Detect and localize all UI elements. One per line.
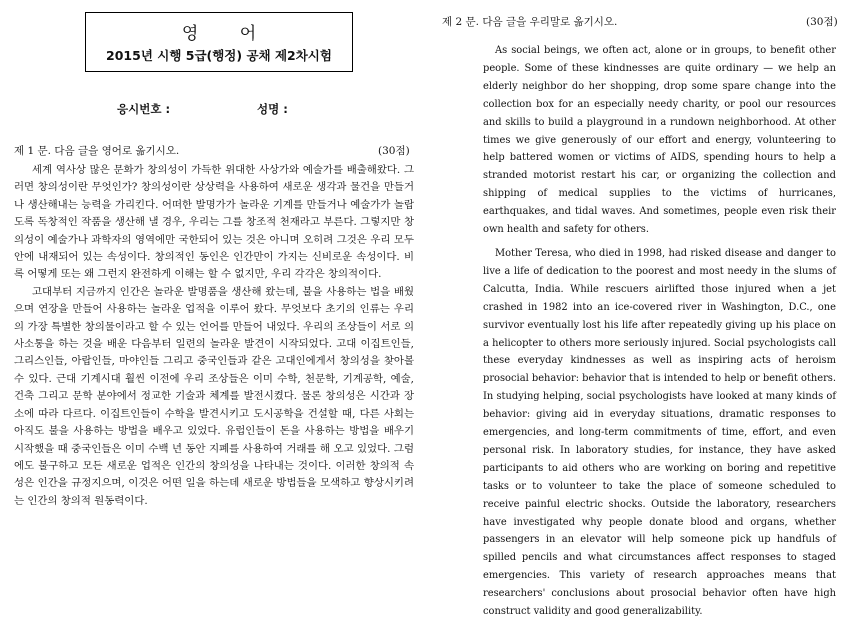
- candidate-info: [117, 101, 288, 117]
- right-page: [430, 0, 850, 618]
- exam-title-box: [85, 12, 353, 72]
- q1-paragraph-1: 세계 역사상 많은 문화가 창의성이 가득한 위대한 사상가와 예술가를 배출해왔다. 그러면 창의성이란 무엇인가? 창의성이란 상상력을 사용하여 새로운 생각과 물건을 만들거나 생산해내는 능력을 가리킨다. 어떠한 발명가가 놀라운 기계를 만들거나 예술가가 놀랍도록 독창적인 작품을 생산해 낼 경우, 우리는 그를 창조적 천재라고 부른다. 그렇지만 창의성이 예술가나 과학자의 영역에만 국한되어 있는 것은 아니며 오히려 그것은 우리 모두 안에 내재되어 있는 속성이다. 창의적인 동인은 인간만이 가지는 신비로운 속성이다. 비록 어떻게 또는 왜 그런지 완전하게 이해는 할 수 없지만, 우리 각각은 창의적이다.: [14, 164, 414, 281]
- q1-passage: [14, 162, 414, 510]
- q2-passage: [483, 42, 836, 621]
- name-label: 성명 :: [257, 102, 288, 116]
- q1-heading: 제 1 문. 다음 글을 영어로 옮기시오.: [14, 145, 180, 157]
- exam-title: 2015년 시행 5급(행정) 공채 제2차시험: [106, 48, 332, 63]
- left-page: [0, 0, 430, 539]
- q1-points: (30점): [378, 145, 410, 157]
- q1-paragraph-2: 고대부터 지금까지 인간은 놀라운 발명품을 생산해 왔는데, 불을 사용하는 법을 배웠으며 연장을 만들어 사용하는 놀라운 업적을 이루어 왔다. 무엇보다 초기의 인류는 우리의 가장 특별한 창의물이라고 할 수 있는 언어를 만들어 내었다. 우리의 조상들이 서로 의사소통을 하는 것을 배운 다음부터 일련의 놀라운 발견이 시작되었다. 고대 이집트인들, 그리스인들, 아랍인들, 마야인들 그리고 중국인들과 같은 고대인에게서 창의성을 찾아볼 수 있다. 근대 기계시대 훨씬 이전에 우리 조상들은 이미 수학, 천문학, 기계공학, 예술, 건축 그리고 문학 분야에서 정교한 기술과 체계를 발전시켰다. 물론 창의성은 시간과 장소에 따라 다르다. 이집트인들이 수학을 발견시키고 도시공학을 건설할 때, 다른 사회는 아직도 불을 사용하는 방법을 배우고 있었다. 유럽인들이 돈을 사용하는 방법을 배우기 시작했을 때 중국인들은 이미 수백 년 동안 지폐를 사용하여 거래를 해 오고 있었다. 그럼에도 불구하고 모든 새로운 업적은 인간의 창의성을 나타내는 것이다. 이러한 창의적 속성은 인간을 규정지으며, 이것은 어떤 일을 하는데 새로운 방법들을 모색하고 향상시키려는 인간의 창의적 원동력이다.: [14, 285, 414, 507]
- q2-paragraph-2: Mother Teresa, who died in 1998, had risked disease and danger to live a life of dedication to the poorest and most needy in the slums of Calcutta, India. While rescuers airlifted those injured when a jet crashed in 1982 into an ice-covered river in Washington, D.C., one survivor eventually lost his life after repeatedly giving up his place on a helicopter to others more seriously injured. Social psychologists call these everyday kindnesses as well as inspiring acts of heroism prosocial behavior: behavior that is intended to help or benefit others. In studying helping, social psychologists have looked at many kinds of behavior: giving aid in everyday situations, dramatic responses to emergencies, and long-term commitments of time, effort, and even personal risk. In laboratory studies, for instance, they have asked participants to aid others who are working on boring and repetitive tasks or to volunteer to take the place of someone scheduled to receive painful electric shocks. Outside the laboratory, researchers have investigated why people donate blood and organs, whether passengers in an elevator will help someone pick up handfuls of spilled pencils and what circumstances affect responses to staged emergencies. This variety of research approaches means that researchers' conclusions about prosocial behavior often have high construct validity and good generalizability.: [483, 247, 836, 618]
- subject-title: 영 어: [181, 24, 275, 44]
- q2-points: (30점): [806, 16, 838, 28]
- q2-heading: 제 2 문. 다음 글을 우리말로 옮기시오.: [442, 16, 618, 28]
- exam-number-label: 응시번호 :: [117, 102, 171, 116]
- q2-paragraph-1: As social beings, we often act, alone or in groups, to benefit other people. Some of these kindnesses are quite ordinary — we help an elderly neighbor do her shopping, drop some spare change into the collection box for an especially needy charity, or pool our resources and skills to build a playground in a rundown neighborhood. At other times we give generously of our effort and energy, volunteering to help battered women or victims of AIDS, spending hours to help a stranded motorist restart his car, or organizing the collection and shipping of medical supplies to the victims of hurricanes, earthquakes, and tidal waves. And sometimes, people even risk their own health and safety for others.: [483, 45, 836, 236]
